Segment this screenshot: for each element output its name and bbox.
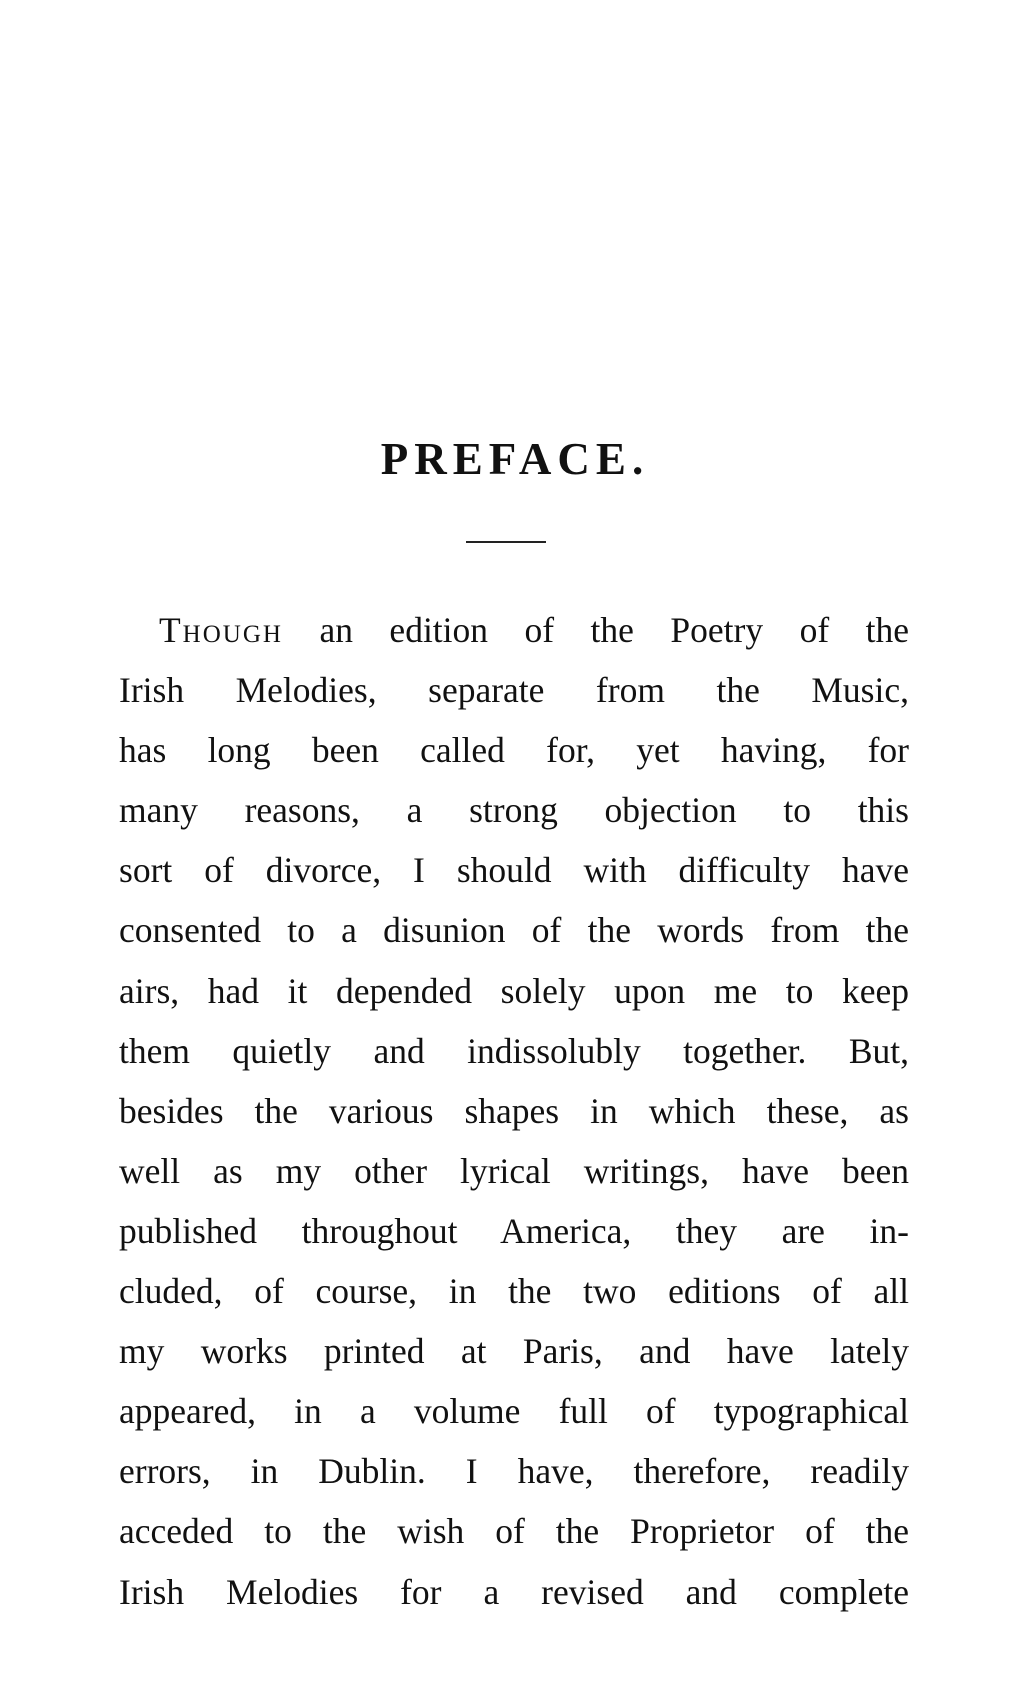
text-line-rest: an edition of the Poetry of the xyxy=(282,610,909,650)
text-line: errors, in Dublin. I have, therefore, readily xyxy=(119,1451,909,1492)
text-line: airs, had it depended solely upon me to keep xyxy=(119,970,909,1011)
text-line: cluded, of course, in the two editions of all xyxy=(119,1271,909,1312)
text-line xyxy=(119,600,909,660)
text-line: consented to a disunion of the words from the xyxy=(119,910,909,951)
text-line: my works printed at Paris, and have lately xyxy=(119,1331,909,1372)
text-line: published throughout America, they are in- xyxy=(119,1210,909,1251)
text-line: acceded to the wish of the Proprietor of the xyxy=(119,1511,909,1552)
text-line: Irish Melodies for a revised and complete xyxy=(119,1571,909,1612)
text-line: sort of divorce, I should with difficulty have xyxy=(119,850,909,891)
opening-word: Though xyxy=(159,610,283,650)
title-rule xyxy=(466,541,546,543)
text-line: well as my other lyrical writings, have been xyxy=(119,1150,909,1191)
text-line: appeared, in a volume full of typographical xyxy=(119,1391,909,1432)
text-line: them quietly and indissolubly together. But, xyxy=(119,1030,909,1071)
page-title: PREFACE. xyxy=(380,434,650,484)
text-line: has long been called for, yet having, for xyxy=(119,730,909,771)
preface-paragraph xyxy=(119,600,909,1622)
text-line: Irish Melodies, separate from the Music, xyxy=(119,670,909,711)
text-line: many reasons, a strong objection to this xyxy=(119,790,909,831)
text-line: besides the various shapes in which these, as xyxy=(119,1090,909,1131)
